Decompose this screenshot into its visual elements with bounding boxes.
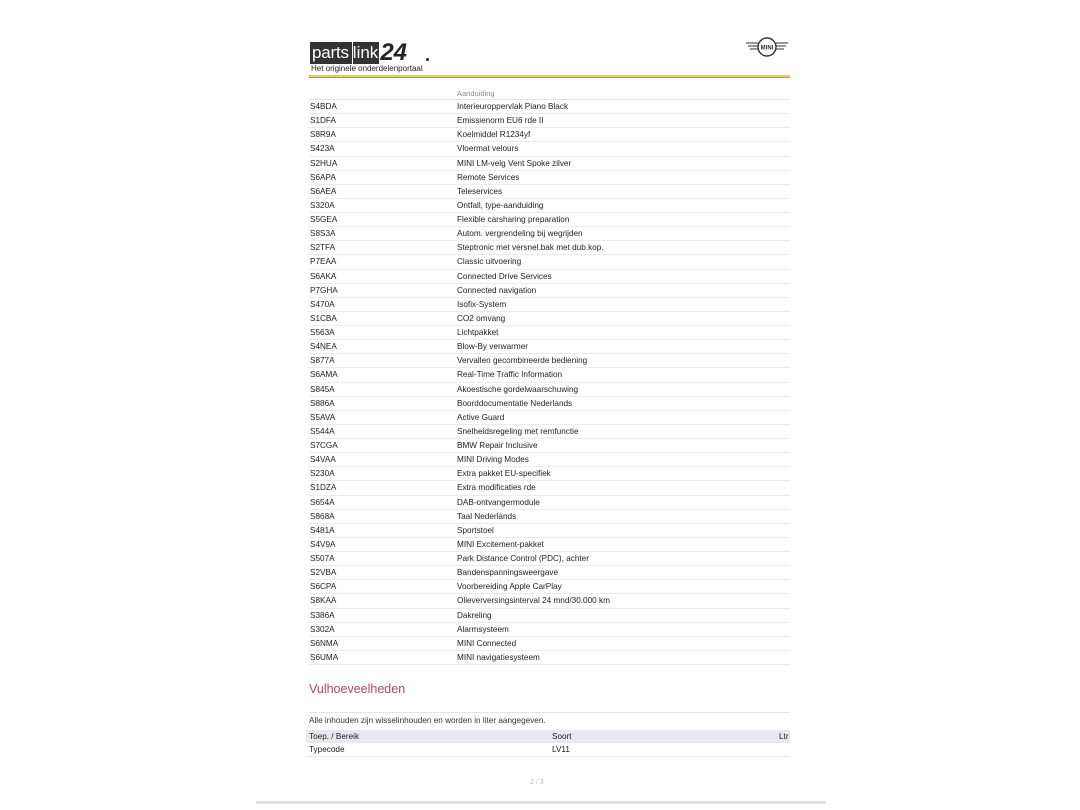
option-code: S6AKA (310, 271, 337, 281)
option-code: S8KAA (310, 596, 337, 606)
option-description: Flexible carsharing preparation (457, 215, 570, 224)
table-row (309, 213, 790, 227)
option-description: Dakreling (457, 610, 492, 620)
option-code: S481A (310, 525, 335, 535)
header-type: Soort (552, 732, 572, 741)
logo-dot (426, 58, 429, 61)
option-description: Classic uitvoering (457, 257, 522, 267)
logo-24-text: 24 (380, 39, 408, 66)
option-code: S8S3A (310, 229, 336, 239)
logo-link-text: link (352, 43, 379, 62)
options-list (309, 100, 790, 665)
option-description: Akoestische gordelwaarschuwing (457, 384, 579, 394)
option-code: S230A (310, 469, 335, 479)
option-code: S470A (310, 299, 335, 309)
section-title-fluids: Vulhoeveelheden (309, 682, 406, 696)
page-edge (256, 801, 826, 804)
option-code: S4V9A (310, 539, 336, 549)
option-code: S7CGA (310, 441, 338, 450)
option-code: S563A (310, 328, 335, 337)
option-description: MINI Connected (457, 638, 517, 648)
option-description: Emissienorm EU6 rde II (457, 116, 544, 126)
option-code: S8R9A (310, 130, 336, 140)
option-code: S654A (310, 497, 335, 507)
option-description: Blow-By verwarmer (457, 342, 528, 352)
option-description: Alarmsysteem (457, 624, 509, 634)
option-description: Taal Nederlands (457, 511, 517, 521)
option-code: S877A (310, 356, 335, 366)
option-description: MINI navigatiesysteem (457, 652, 540, 662)
table-row (309, 199, 790, 213)
option-description: Real-Time Traffic Information (457, 370, 563, 380)
table-row (309, 609, 790, 623)
option-description: MINI Excitement-pakket (457, 539, 544, 549)
option-description: Isofix-System (457, 299, 507, 309)
option-code: S886A (310, 398, 335, 408)
logo-tagline: Het originele onderdelenportaal (311, 64, 423, 73)
option-code: S320A (310, 200, 335, 210)
option-code: S544A (310, 426, 335, 436)
option-code: S6NMA (310, 638, 339, 648)
partslink24-logo (310, 39, 440, 73)
table-row (309, 340, 790, 354)
logo-parts-text: parts (310, 42, 352, 64)
option-code: S4BDA (310, 102, 337, 111)
option-description: Park Distance Control (PDC), achter (457, 554, 589, 563)
option-code: P7GHA (310, 285, 338, 295)
header-ltr: Ltr (779, 732, 789, 741)
option-description: Sportstoel (457, 525, 494, 535)
option-description: Koelmiddel R1234yf (457, 130, 531, 140)
option-code: S302A (310, 624, 335, 634)
table-row (309, 171, 790, 185)
table-row (309, 637, 790, 651)
option-description: Extra pakket EU-specifiek (457, 469, 551, 479)
option-code: S6UMA (310, 652, 339, 662)
table-row (309, 157, 790, 171)
option-code: S6CPA (310, 582, 337, 592)
option-code: S4NEA (310, 342, 337, 352)
option-code: S6AMA (310, 370, 338, 380)
table-row (309, 580, 790, 594)
fluids-note: Alle inhouden zijn wisselinhouden en worden in liter aangegeven. (309, 716, 546, 725)
option-description: Boorddocumentatie Nederlands (457, 398, 573, 408)
option-description: Connected Drive Services (457, 271, 552, 281)
table-row (309, 425, 790, 439)
table-row (309, 496, 790, 510)
option-description: Olieverversingsinterval 24 mnd/30.000 km (457, 596, 610, 606)
option-description: Bandenspanningsweergave (457, 568, 559, 578)
table-row (309, 114, 790, 128)
option-code: S4VAA (310, 455, 336, 465)
mini-logo-icon (745, 36, 789, 60)
table-row (309, 383, 790, 397)
table-row (309, 538, 790, 552)
cell-type: LV11 (552, 745, 570, 754)
option-description: DAB-ontvangermodule (457, 497, 540, 507)
option-description: BMW Repair Inclusive (457, 441, 538, 450)
option-description: Interieuroppervlak Piano Black (457, 102, 569, 111)
fluids-table-header (306, 730, 790, 743)
table-row (309, 284, 790, 298)
page-number: 2 / 3 (530, 779, 544, 786)
option-description: Connected navigation (457, 285, 537, 295)
option-description: Vloermat velours (457, 144, 519, 154)
option-code: S2TFA (310, 243, 336, 253)
option-code: S386A (310, 610, 335, 620)
header-range: Toep. / Bereik (309, 732, 360, 741)
option-code: S5AVA (310, 412, 336, 422)
option-code: S6APA (310, 172, 336, 182)
option-code: P7EAA (310, 257, 337, 267)
option-description: Extra modificaties rde (457, 483, 536, 493)
table-row (309, 623, 790, 637)
table-row (309, 312, 790, 326)
option-code: S868A (310, 511, 335, 521)
mini-logo-text: MINI (760, 45, 774, 52)
table-row (309, 185, 790, 199)
table-row (309, 651, 790, 665)
table-row (309, 552, 790, 566)
option-code: S5GEA (310, 215, 338, 224)
table-row (309, 594, 790, 608)
fluids-table-row (306, 743, 790, 757)
table-row (309, 227, 790, 241)
option-description: MINI LM-velg Vent Spoke zilver (457, 158, 572, 168)
option-description: Snelheidsregeling met remfunctie (457, 426, 579, 436)
option-code: S845A (310, 384, 335, 394)
table-row (309, 142, 790, 156)
table-row (309, 453, 790, 467)
table-row (309, 467, 790, 481)
table-row (309, 510, 790, 524)
table-row (309, 439, 790, 453)
option-description: Steptronic met versnel.bak met dub.kop. (457, 243, 604, 253)
option-description: CO2 omvang (457, 313, 506, 323)
table-row (309, 524, 790, 538)
table-row (309, 255, 790, 269)
option-code: S1DFA (310, 116, 336, 126)
table-row (309, 354, 790, 368)
option-description: Autom. vergrendeling bij wegrijden (457, 229, 583, 239)
header-rule (309, 77, 790, 78)
option-description: Teleservices (457, 186, 503, 196)
option-description: Voorbereiding Apple CarPlay (457, 582, 562, 592)
table-row (309, 128, 790, 142)
table-row (309, 481, 790, 495)
option-code: S6AEA (310, 186, 337, 196)
cell-range: Typecode (309, 745, 345, 754)
option-code: S2VBA (310, 568, 337, 578)
option-description: Active Guard (457, 412, 505, 422)
section-divider (309, 712, 790, 713)
option-code: S2HUA (310, 158, 338, 168)
table-row (309, 411, 790, 425)
option-code: S1DZA (310, 483, 337, 493)
option-description: Vervallen gecombineerde bediening (457, 356, 588, 366)
column-header-designation: Aanduiding (457, 89, 495, 98)
option-code: S1CBA (310, 313, 337, 323)
option-code: S507A (310, 554, 335, 563)
table-row (309, 397, 790, 411)
table-row (309, 298, 790, 312)
table-row (309, 241, 790, 255)
option-description: Lichtpakket (457, 328, 499, 337)
option-description: Ontfall, type-aanduiding (457, 200, 544, 210)
option-description: MINI Driving Modes (457, 455, 529, 465)
option-description: Remote Services (457, 172, 520, 182)
table-row (309, 100, 790, 114)
table-row (309, 270, 790, 284)
option-code: S423A (310, 144, 335, 154)
table-row (309, 326, 790, 340)
table-row (309, 368, 790, 382)
table-row (309, 566, 790, 580)
